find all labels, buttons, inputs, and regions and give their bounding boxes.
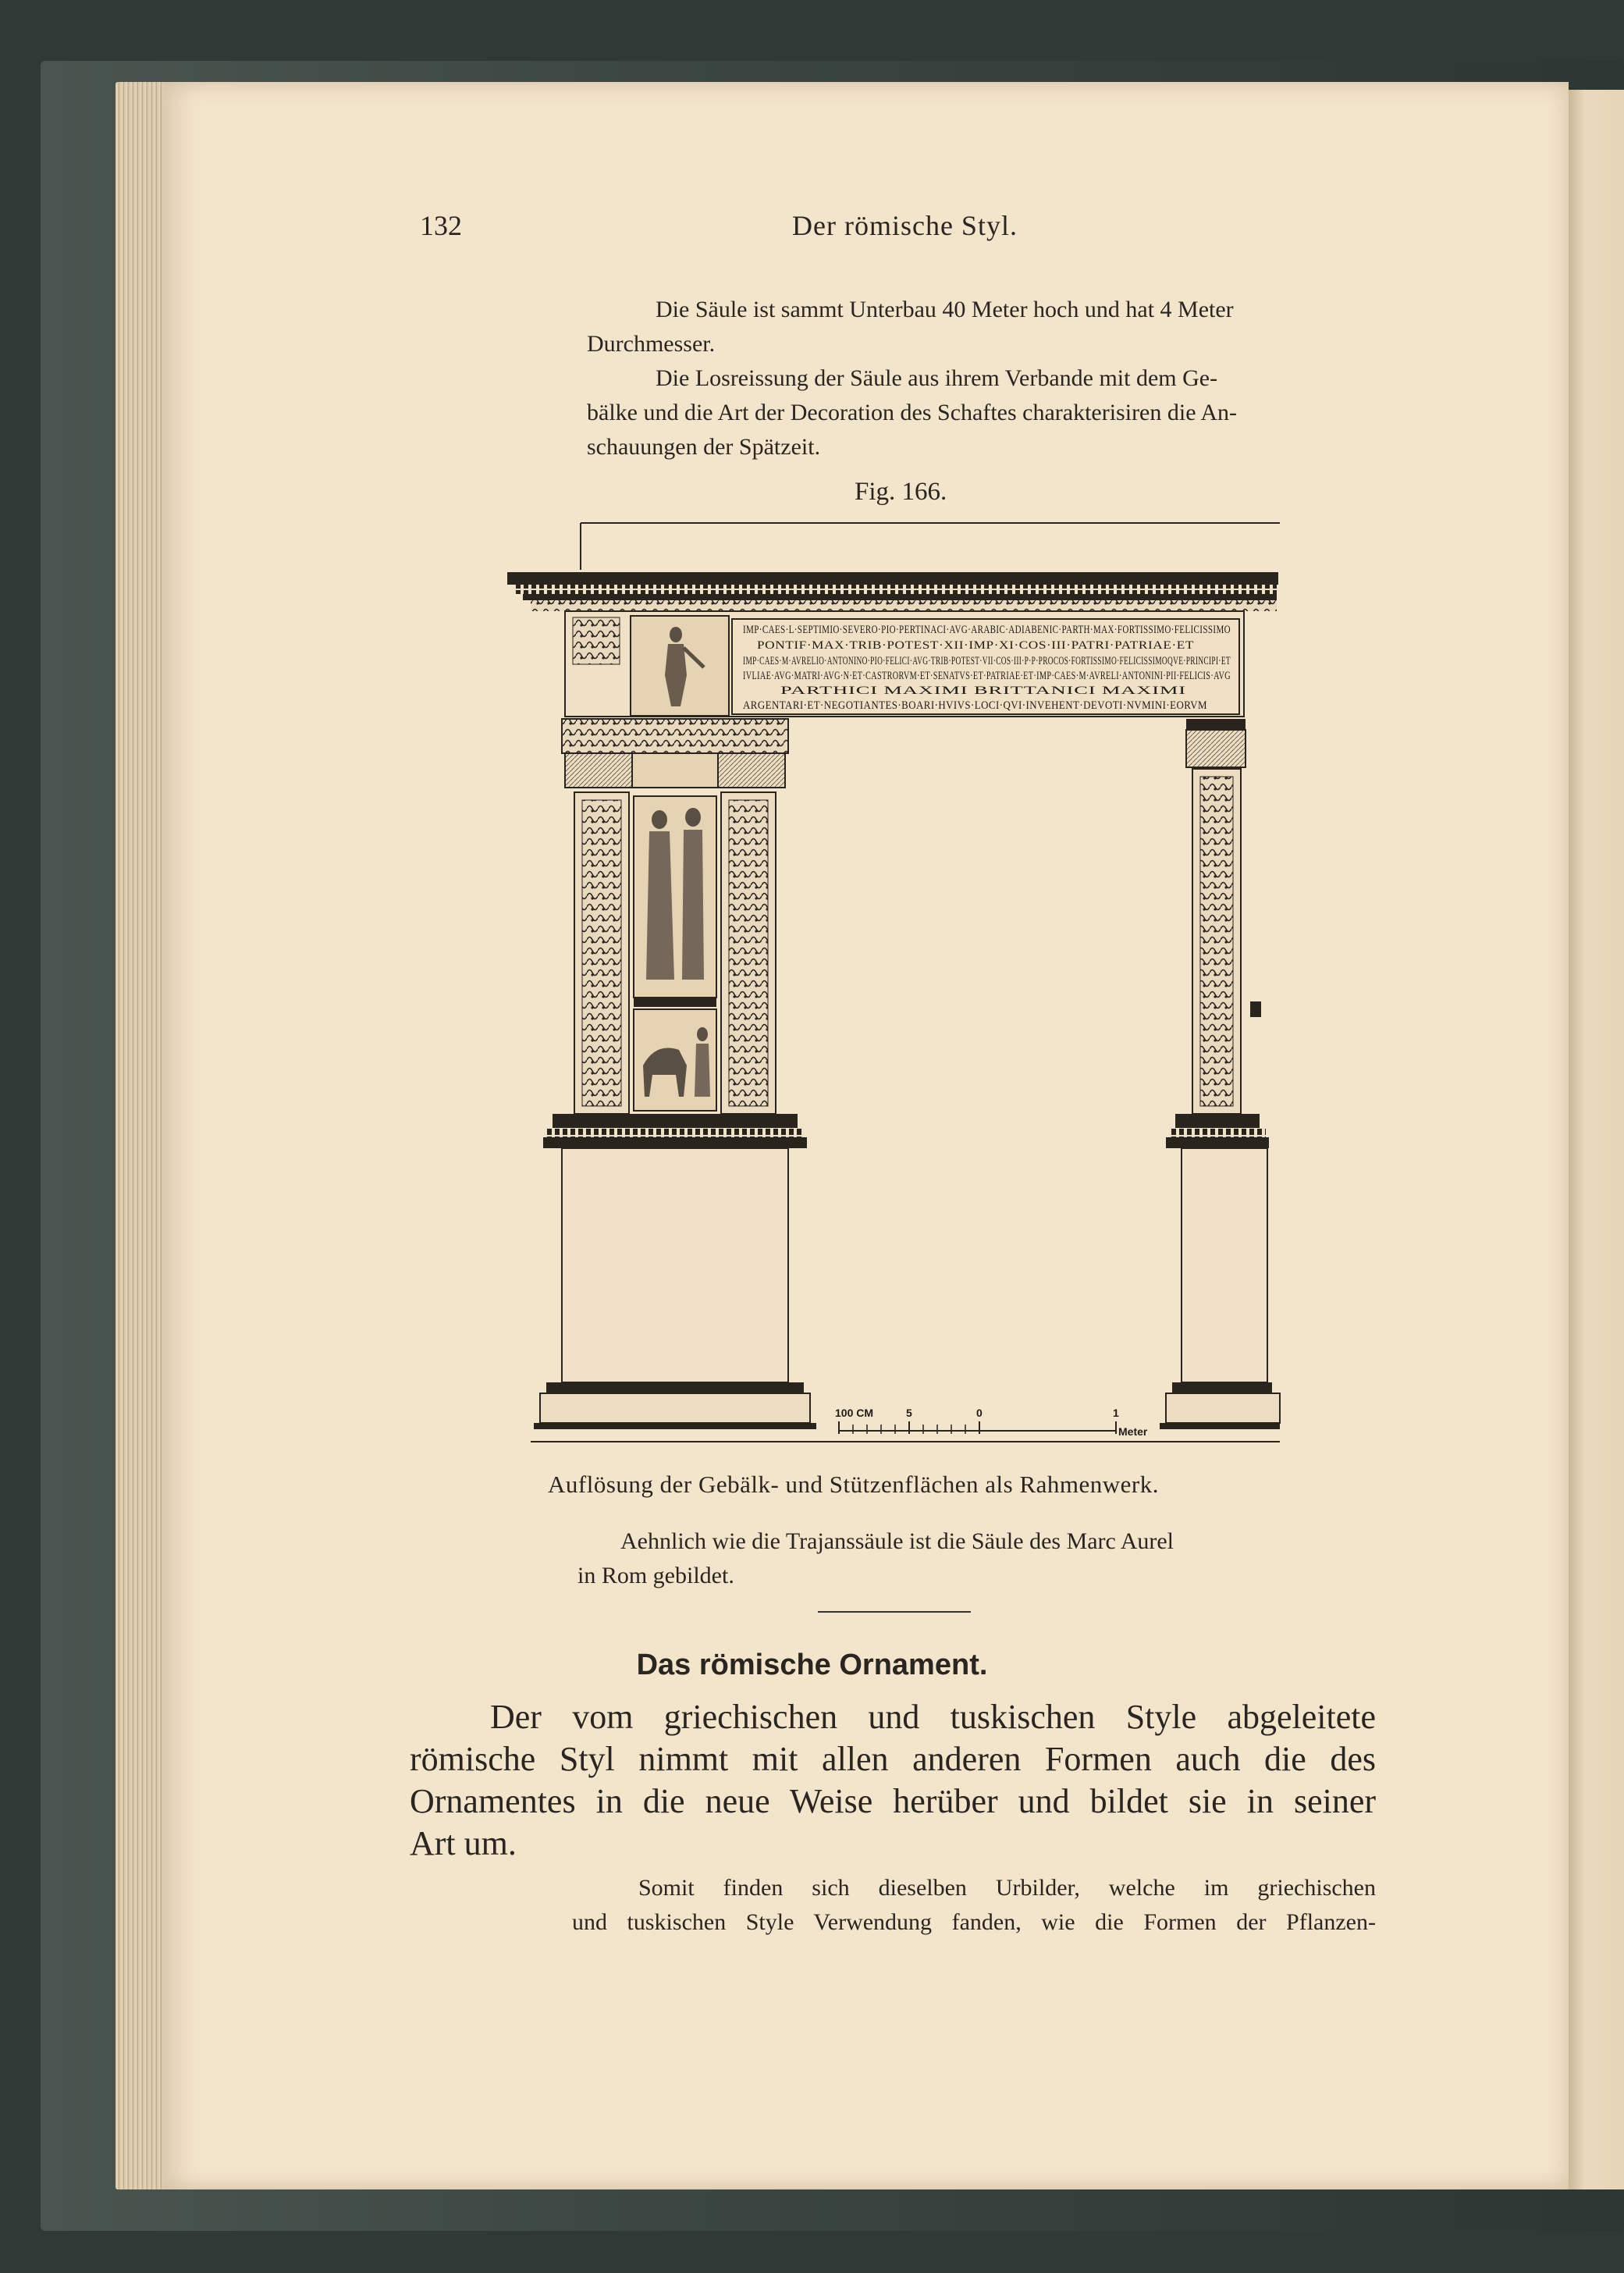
scale-bar [835,1407,1148,1438]
section-title: Das römische Ornament. [636,1649,988,1681]
section-para1-line1: Der vom griechischen und tuskischen Style abgeleitete [490,1698,1376,1736]
cornice [507,572,1278,585]
left-pier [534,719,816,1429]
section-para1-line2: römische Styl nimmt mit allen anderen Formen auch die des [410,1740,1376,1778]
para1-line1: Die Säule ist sammt Unterbau 40 Meter hoch und hat 4 Meter [656,297,1234,322]
scale-mid1-label: 5 [906,1407,912,1419]
para1-line2: Durchmesser. [587,331,716,357]
section-para1-line3: Ornamentes in die neue Weise herüber und bildet sie in seiner [410,1782,1376,1820]
para3-line1: Aehnlich wie die Trajanssäule ist die Säule des Marc Aurel [620,1528,1174,1554]
para3-line2: in Rom gebildet. [577,1563,734,1588]
para2-line2: bälke und die Art der Decoration des Schaftes charakterisiren die An- [587,400,1238,425]
section-para2-line2: und tuskischen Style Verwendung fanden, wie die Formen der Pflanzen- [572,1909,1376,1935]
scale-right-num: 1 [1113,1407,1119,1419]
para2-line3: schauungen der Spätzeit. [587,434,821,460]
inscription-line-5: PARTHICI MAXIMI BRITTANICI MAXIMI [780,685,1186,697]
figure-caption: Auflösung der Gebälk- und Stützenflächen als Rahmenwerk. [548,1471,1159,1498]
inscription-line-2: PONTIF·MAX·TRIB·POTEST·XII·IMP·XI·COS·III·PATRI·PATRIAE·ET [757,639,1194,652]
section-para1-line4: Art um. [410,1824,517,1862]
section-divider [818,1611,971,1613]
figure-label: Fig. 166. [855,478,947,506]
running-title: Der römische Styl. [792,210,1018,241]
scale-right-unit: Meter [1118,1425,1148,1438]
facing-page-edge [1569,90,1624,2189]
para2-line1: Die Losreissung der Säule aus ihrem Verbande mit dem Ge- [656,365,1218,391]
inscription-line-3: IMP·CAES·M·AVRELIO·ANTONINO·PIO·FELICI·AVG·TRIB·POTEST·VII·COS·III·P·P·PROCOS·FORTISSIMO·FELICISSIMOQVE·PRINCIPI·ET [743,655,1231,667]
inscription-line-6: ARGENTARI·ET·NEGOTIANTES·BOARI·HVIVS·LOCI·QVI·INVEHENT·DEVOTI·NVMINI·EORVM [743,699,1207,712]
right-pier [1160,719,1280,1429]
arch-illustration [499,519,1280,1467]
inscription-line-1: IMP·CAES·L·SEPTIMIO·SEVERO·PIO·PERTINACI·AVG·ARABIC·ADIABENIC·PARTH·MAX·FORTISSIMO·FELICISSIMO [743,624,1231,636]
page-number: 132 [420,210,462,241]
section-para2-line1: Somit finden sich dieselben Urbilder, welche im griechischen [638,1875,1376,1901]
relief-panel-figures [634,796,716,998]
scale-left-label: 100 CM [835,1407,874,1419]
scale-mid2-label: 0 [976,1407,983,1419]
inscription-line-4: IVLIAE·AVG·MATRI·AVG·N·ET·CASTRORVM·ET·SENATVS·ET·PATRIAE·ET·IMP·CAES·M·AVRELI·ANTONINI·PII·FELICIS·AVG [743,670,1231,682]
